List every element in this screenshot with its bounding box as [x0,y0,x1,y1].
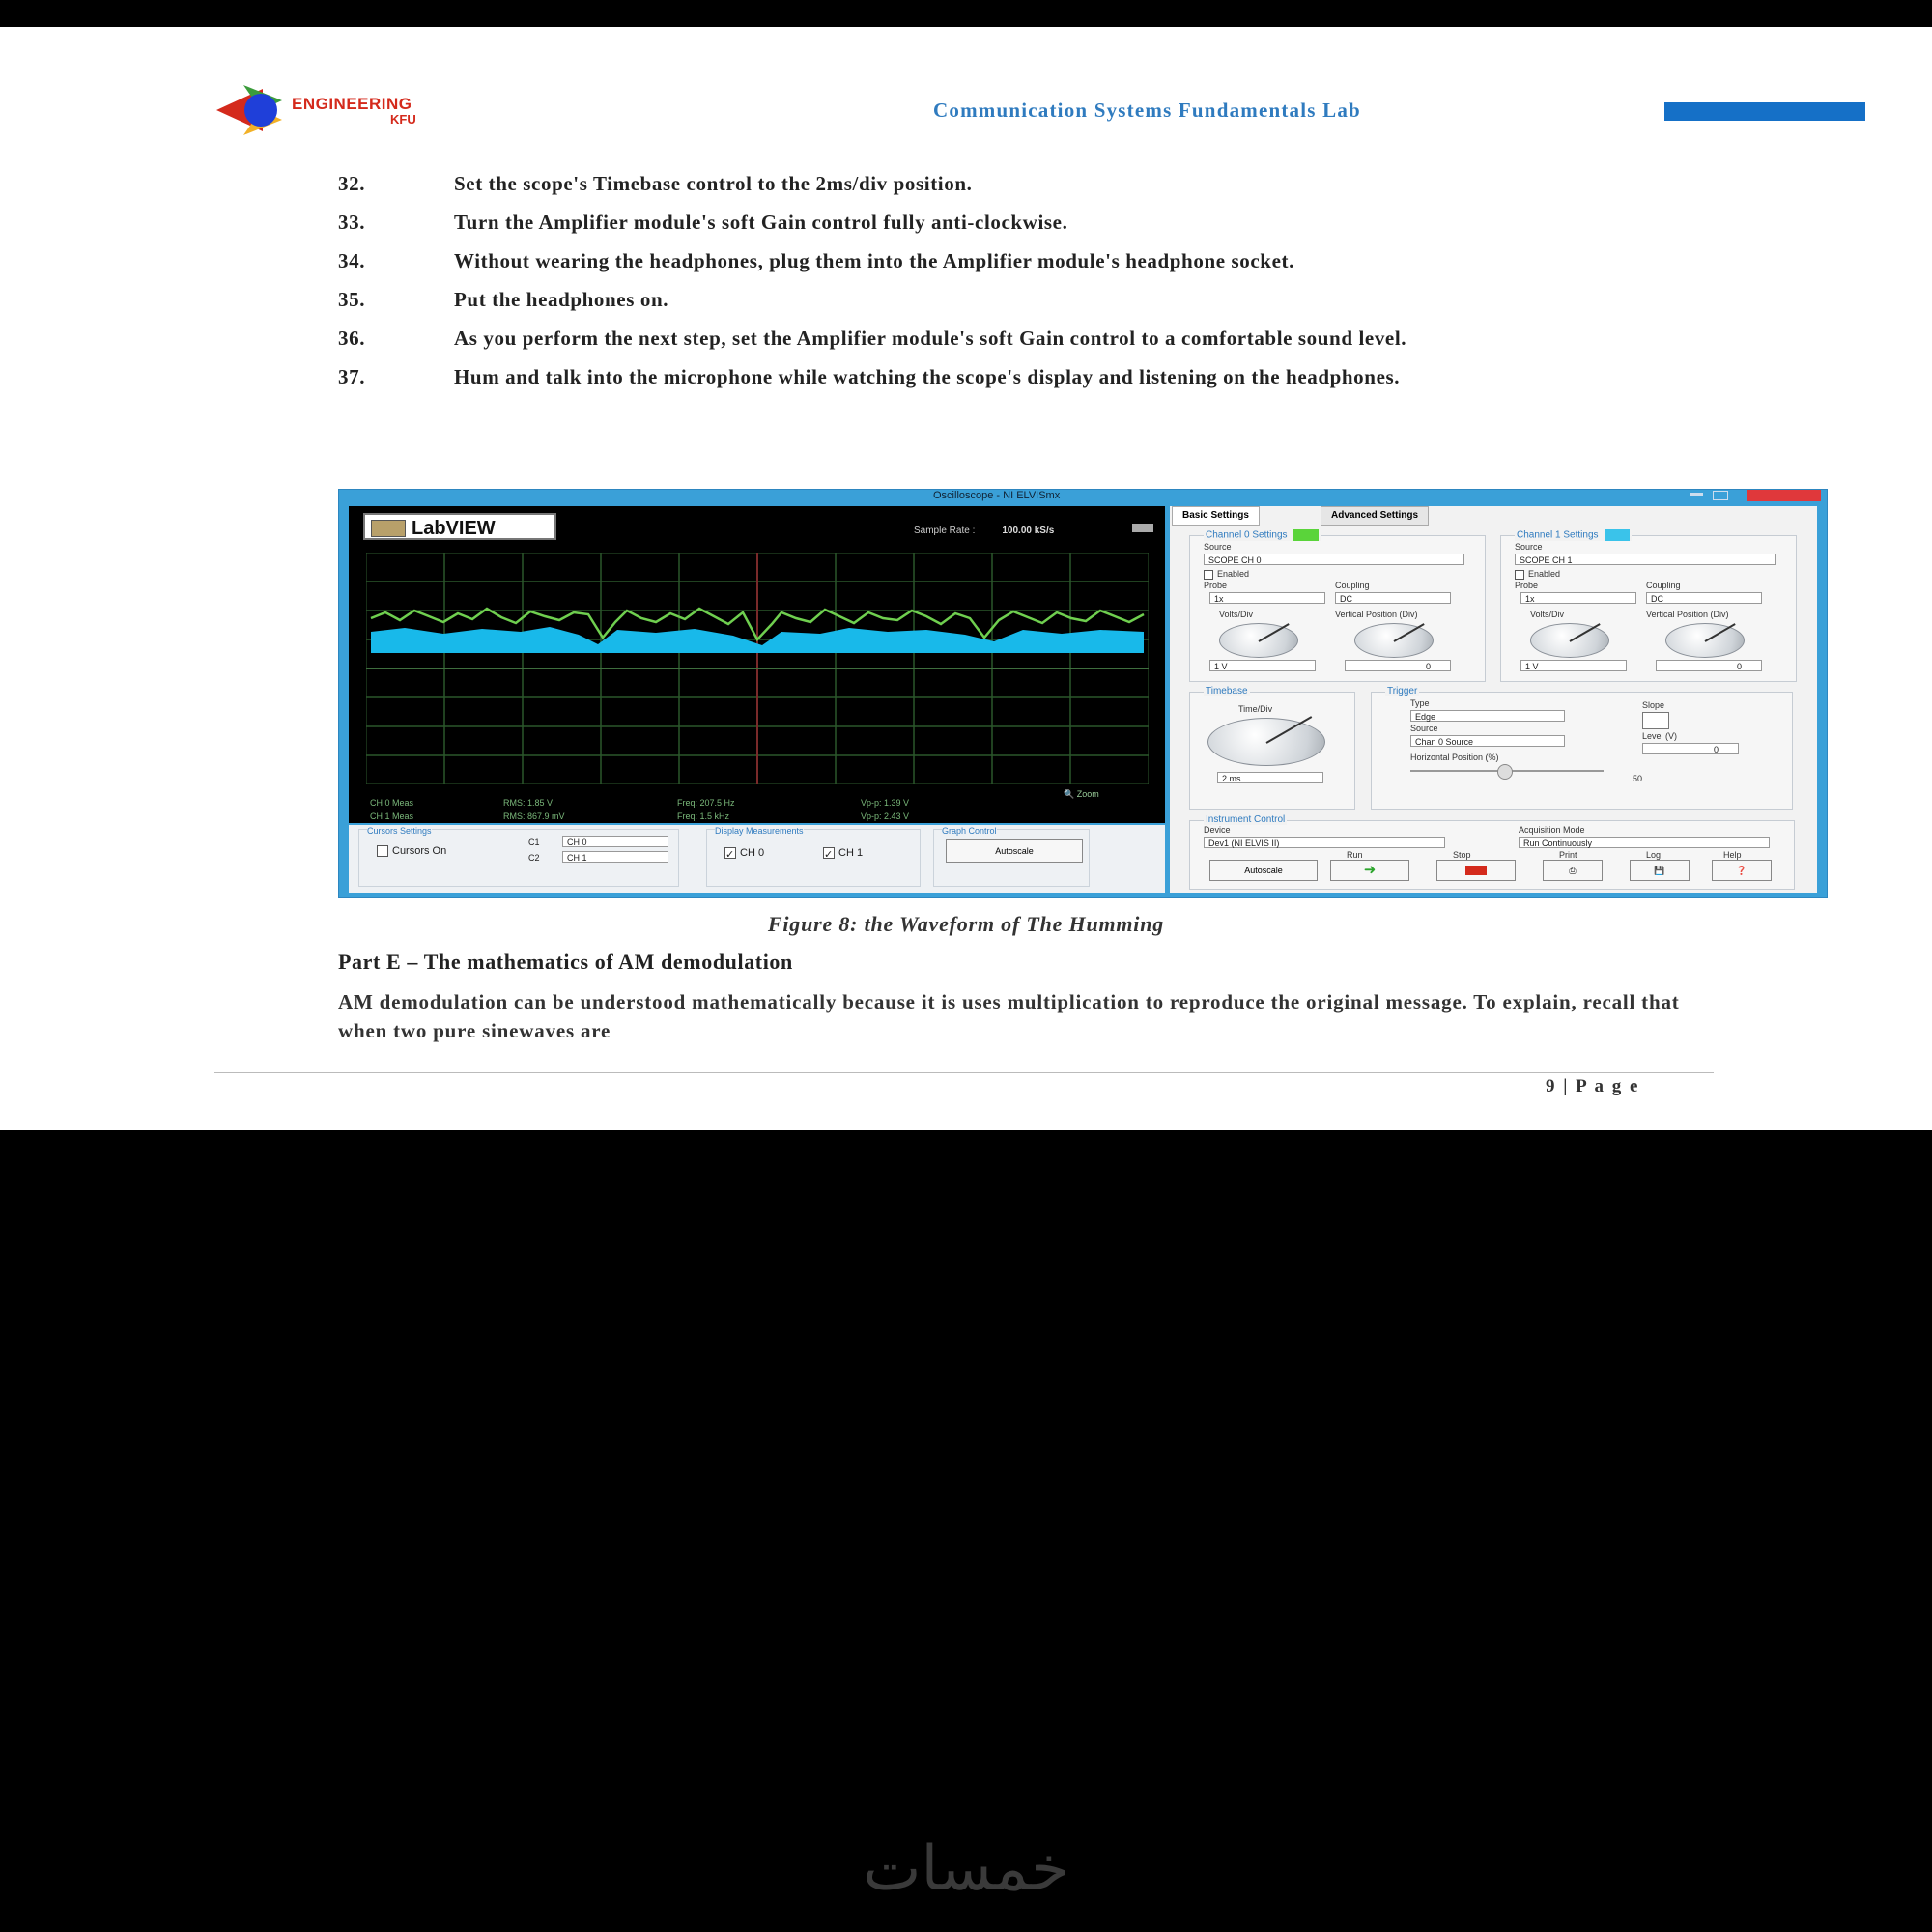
display-measurements-group: Display Measurements ✓ CH 0 ✓ CH 1 [706,829,921,887]
ch0-volts-div-knob[interactable] [1219,623,1298,658]
help-button[interactable]: ❓ [1712,860,1772,881]
trigger-settings: Trigger Type Edge Source Chan 0 Source Horizontal Position (%) 50 Slope Level (V) 0 [1371,692,1793,810]
instrument-control: Instrument Control Device Dev1 (NI ELVIS II) Acquisition Mode Run Continuously Autoscale Run ➜ Stop Print ⎙ Log 💾 Help ❓ [1189,820,1795,890]
acquisition-mode-select[interactable]: Run Continuously [1519,837,1770,848]
display-ch1-checkbox[interactable]: ✓ CH 1 [824,847,864,862]
ch0-rms: RMS: 1.85 V [503,798,554,808]
step-32: 32. Set the scope's Timebase control to the 2ms/div position. [338,172,973,195]
tab-basic-settings[interactable]: Basic Settings [1172,506,1260,526]
page-number: 9 | P a g e [1546,1076,1640,1096]
ch0-vpp: Vp-p: 1.39 V [861,798,910,808]
stop-icon [1465,866,1487,875]
scope-graph [366,553,1149,784]
panel-toggle-button[interactable] [1132,524,1153,532]
oscilloscope-figure [338,489,1828,898]
display-ch0-checkbox[interactable]: ✓ CH 0 [725,847,765,862]
run-button[interactable]: ➜ [1330,860,1409,881]
body-paragraph: AM demodulation can be understood mathematically because it is uses multiplication to reproduce the original message. To explain, recall that when two pure sinewaves are [338,990,1680,1042]
logo-text-kfu: KFU [390,112,416,127]
slider-handle[interactable] [1497,764,1513,780]
print-button[interactable]: ⎙ [1543,860,1603,881]
document-page [0,27,1932,1130]
procedure-steps [338,170,1719,402]
step-35: 35. Put the headphones on. [338,288,669,311]
part-e-heading: Part E – The mathematics of AM demodulation [338,950,793,974]
step-36: 36. As you perform the next step, set the Amplifier module's soft Gain control to a comfortable sound level. [338,327,1407,350]
trigger-source-select[interactable]: Chan 0 Source [1410,735,1565,747]
cursor-c1-select[interactable]: CH 0 [562,836,668,847]
ch1-enabled-checkbox[interactable]: Enabled [1515,569,1560,580]
logo-emblem-icon [214,83,301,137]
ch0-color-swatch [1293,529,1319,541]
zoom-control[interactable]: 🔍 Zoom [1064,789,1099,799]
figure-caption: Figure 8: the Waveform of The Humming [767,912,1165,936]
tab-advanced-settings[interactable]: Advanced Settings [1321,506,1429,526]
watermark: خمسات [863,1833,1069,1905]
ch1-freq: Freq: 1.5 kHz [677,811,730,821]
timebase-knob[interactable] [1208,718,1325,766]
timebase-field[interactable]: 2 ms [1217,772,1323,783]
ch0-scale-field[interactable]: 1 V [1209,660,1316,671]
step-33: 33. Turn the Amplifier module's soft Gain control fully anti-clockwise. [338,211,1068,234]
labview-logo: LabVIEW [363,513,556,540]
ch0-source-select[interactable]: SCOPE CH 0 [1204,554,1464,565]
ch1-position-knob[interactable] [1665,623,1745,658]
ch1-coupling-select[interactable]: DC [1646,592,1762,604]
ch0-meas-label: CH 0 Meas [370,798,414,808]
ch1-scale-field[interactable]: 1 V [1520,660,1627,671]
ch1-position-field[interactable]: 0 [1656,660,1762,671]
ch0-enabled-checkbox[interactable]: Enabled [1204,569,1249,580]
ch0-freq: Freq: 207.5 Hz [677,798,735,808]
ch1-rms: RMS: 867.9 mV [503,811,565,821]
trigger-position-value: 50 [1633,774,1643,783]
ch1-probe-select[interactable]: 1x [1520,592,1636,604]
stop-button[interactable] [1436,860,1516,881]
ch1-volts-div-knob[interactable] [1530,623,1609,658]
ch1-color-swatch [1605,529,1630,541]
minimize-icon[interactable] [1690,493,1703,496]
ch0-coupling-select[interactable]: DC [1335,592,1451,604]
autoscale-button[interactable]: Autoscale [1209,860,1318,881]
close-icon[interactable] [1747,490,1821,501]
trigger-type-select[interactable]: Edge [1410,710,1565,722]
cursors-on-checkbox[interactable]: Cursors On [377,845,446,857]
graph-control-group: Graph Control Autoscale [933,829,1090,887]
window-titlebar [339,490,1827,504]
logo-text-engineering: ENGINEERING [292,95,412,113]
maximize-icon[interactable] [1713,491,1728,500]
sample-rate: Sample Rate : 100.00 kS/s [914,526,1055,536]
ch0-position-knob[interactable] [1354,623,1434,658]
trigger-level-field[interactable]: 0 [1642,743,1739,754]
labview-icon [371,520,406,537]
footer-divider [214,1072,1714,1073]
device-select[interactable]: Dev1 (NI ELVIS II) [1204,837,1445,848]
scope-bottom-controls [349,825,1165,893]
ch1-source-select[interactable]: SCOPE CH 1 [1515,554,1776,565]
graph-autoscale-button[interactable]: Autoscale [946,839,1083,863]
slope-rising-icon[interactable] [1642,712,1669,729]
window-title: Oscilloscope - NI ELVISmx [933,490,1061,501]
settings-panel [1170,506,1817,893]
header-accent-bar [1664,102,1865,121]
ch0-probe-select[interactable]: 1x [1209,592,1325,604]
cursor-c1-label: C1 [528,838,540,847]
cursor-c2-select[interactable]: CH 1 [562,851,668,863]
channel-1-settings: Channel 1 Settings Source SCOPE CH 1 Enabled Probe 1x Coupling DC Volts/Div Vertical Position (Div) 1 V 0 [1500,535,1797,682]
ch0-position-field[interactable]: 0 [1345,660,1451,671]
engineering-kfu-logo [214,83,446,137]
log-button[interactable]: 💾 [1630,860,1690,881]
ch1-vpp: Vp-p: 2.43 V [861,811,910,821]
step-37: 37. Hum and talk into the microphone while watching the scope's display and listening on the headphones. [338,365,1401,388]
channel-0-settings: Channel 0 Settings Source SCOPE CH 0 Enabled Probe 1x Coupling DC Volts/Div Vertical Position (Div) 1 V 0 [1189,535,1486,682]
scope-display-panel [349,506,1165,823]
step-34: 34. Without wearing the headphones, plug them into the Amplifier module's headphone socket. [338,249,1294,272]
ch1-meas-label: CH 1 Meas [370,811,414,821]
timebase-settings: Timebase Time/Div 2 ms [1189,692,1355,810]
cursor-c2-label: C2 [528,853,540,863]
header-title: Communication Systems Fundamentals Lab [933,99,1361,122]
cursor-settings-group: Cursors Settings Cursors On C1 C2 CH 0 CH 1 [358,829,679,887]
